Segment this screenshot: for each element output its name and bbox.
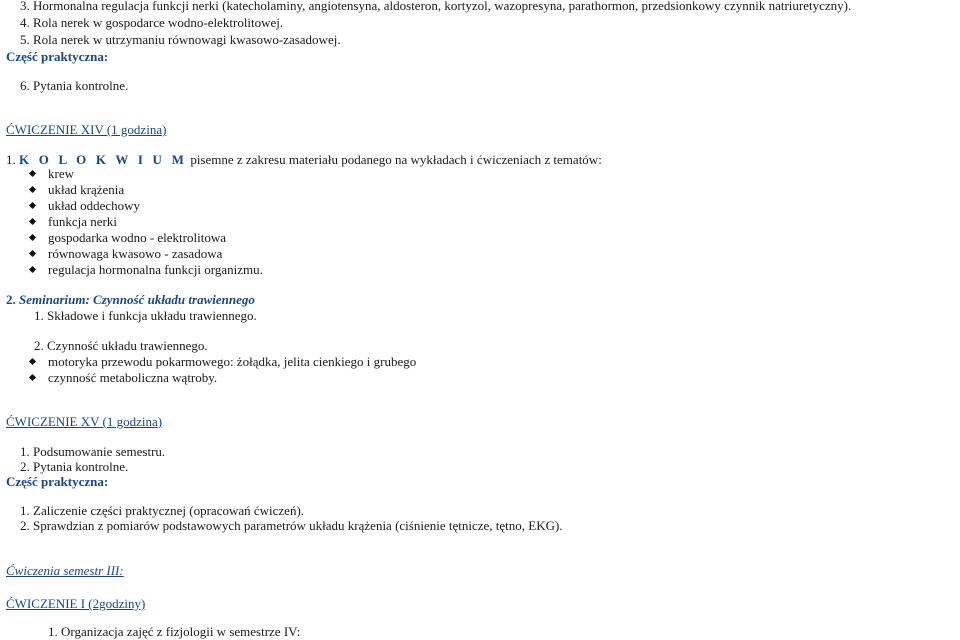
topic-uklad-oddechowy: układ oddechowy [48,198,141,213]
topic-rownowaga: równowaga kwasowo - zasadowa [48,246,223,261]
seminar-item-2: 2. Czynność układu trawiennego. [34,338,208,353]
diamond-bullet-icon [29,266,37,274]
topic-regulacja: regulacja hormonalna funkcji organizmu. [48,262,263,277]
kolokwium-line [6,152,602,168]
diamond-bullet-icon [29,358,37,366]
seminar-line [6,292,255,308]
sem-bullet-watroba: czynność metaboliczna wątroby. [48,370,218,385]
heading-cwiczenie-i: ĆWICZENIE I (2godziny) [6,596,146,611]
diamond-bullet-icon [29,234,37,242]
seminar-title: Seminarium: Czynność układu trawiennego [19,292,255,307]
seminar-item-1: 1. Składowe i funkcja układu trawiennego. [34,308,257,323]
diamond-bullet-icon [29,218,37,226]
cw15-praktyczna-item-2: 2. Sprawdzian z pomiarów podstawowych parametrów układu krążenia (ciśnienie tętnicze, tętno, EKG). [20,518,563,533]
cw15-praktyczna-item-1: 1. Zaliczenie części praktycznej (opracowań ćwiczeń). [20,503,305,518]
semestr-iii-label: Ćwiczenia semestr III: [6,563,124,578]
diamond-bullet-icon [29,202,37,210]
diamond-bullet-icon [29,186,37,194]
diamond-bullet-icon [29,374,37,382]
topic-uklad-krazenia: układ krążenia [48,182,125,197]
topic-funkcja-nerki: funkcja nerki [48,214,117,229]
topic-line-3: 3. Hormonalna regulacja funkcji nerki (katecholaminy, angiotensyna, aldosteron, kortyzol, wazopresyna, parathormon, przedsionkowy czynnik natriuretyczny). [20,0,852,13]
cw1-item-1: 1. Organizacja zajęć z fizjologii w semestrze IV: [48,624,301,639]
topic-krew: krew [48,166,74,181]
heading-cwiczenie-xv: ĆWICZENIE XV (1 godzina) [6,414,163,429]
heading-cwiczenie-xiv: ĆWICZENIE XIV (1 godzina) [6,122,167,137]
cw15-item-1: 1. Podsumowanie semestru. [20,444,166,459]
diamond-bullet-icon [29,250,37,258]
topic-line-5: 5. Rola nerek w utrzymaniu równowagi kwasowo-zasadowej. [20,32,341,47]
topic-gospodarka: gospodarka wodno - elektrolitowa [48,230,226,245]
kolokwium-number: 1. [6,152,16,167]
seminar-number: 2. [6,292,16,307]
section-label-praktyczna: Część praktyczna: [6,49,109,64]
kolokwium-label: K O L O K W I U M [19,152,188,167]
topic-line-4: 4. Rola nerek w gospodarce wodno-elektrolitowej. [20,15,284,30]
topic-line-6: 6. Pytania kontrolne. [20,78,129,93]
cw15-praktyczna-label: Część praktyczna: [6,474,109,489]
sem-bullet-motoryka: motoryka przewodu pokarmowego: żołądka, jelita cienkiego i grubego [48,354,417,369]
kolokwium-description: pisemne z zakresu materiału podanego na wykładach i ćwiczeniach z tematów: [190,152,602,167]
cw15-item-2: 2. Pytania kontrolne. [20,459,129,474]
diamond-bullet-icon [29,170,37,178]
